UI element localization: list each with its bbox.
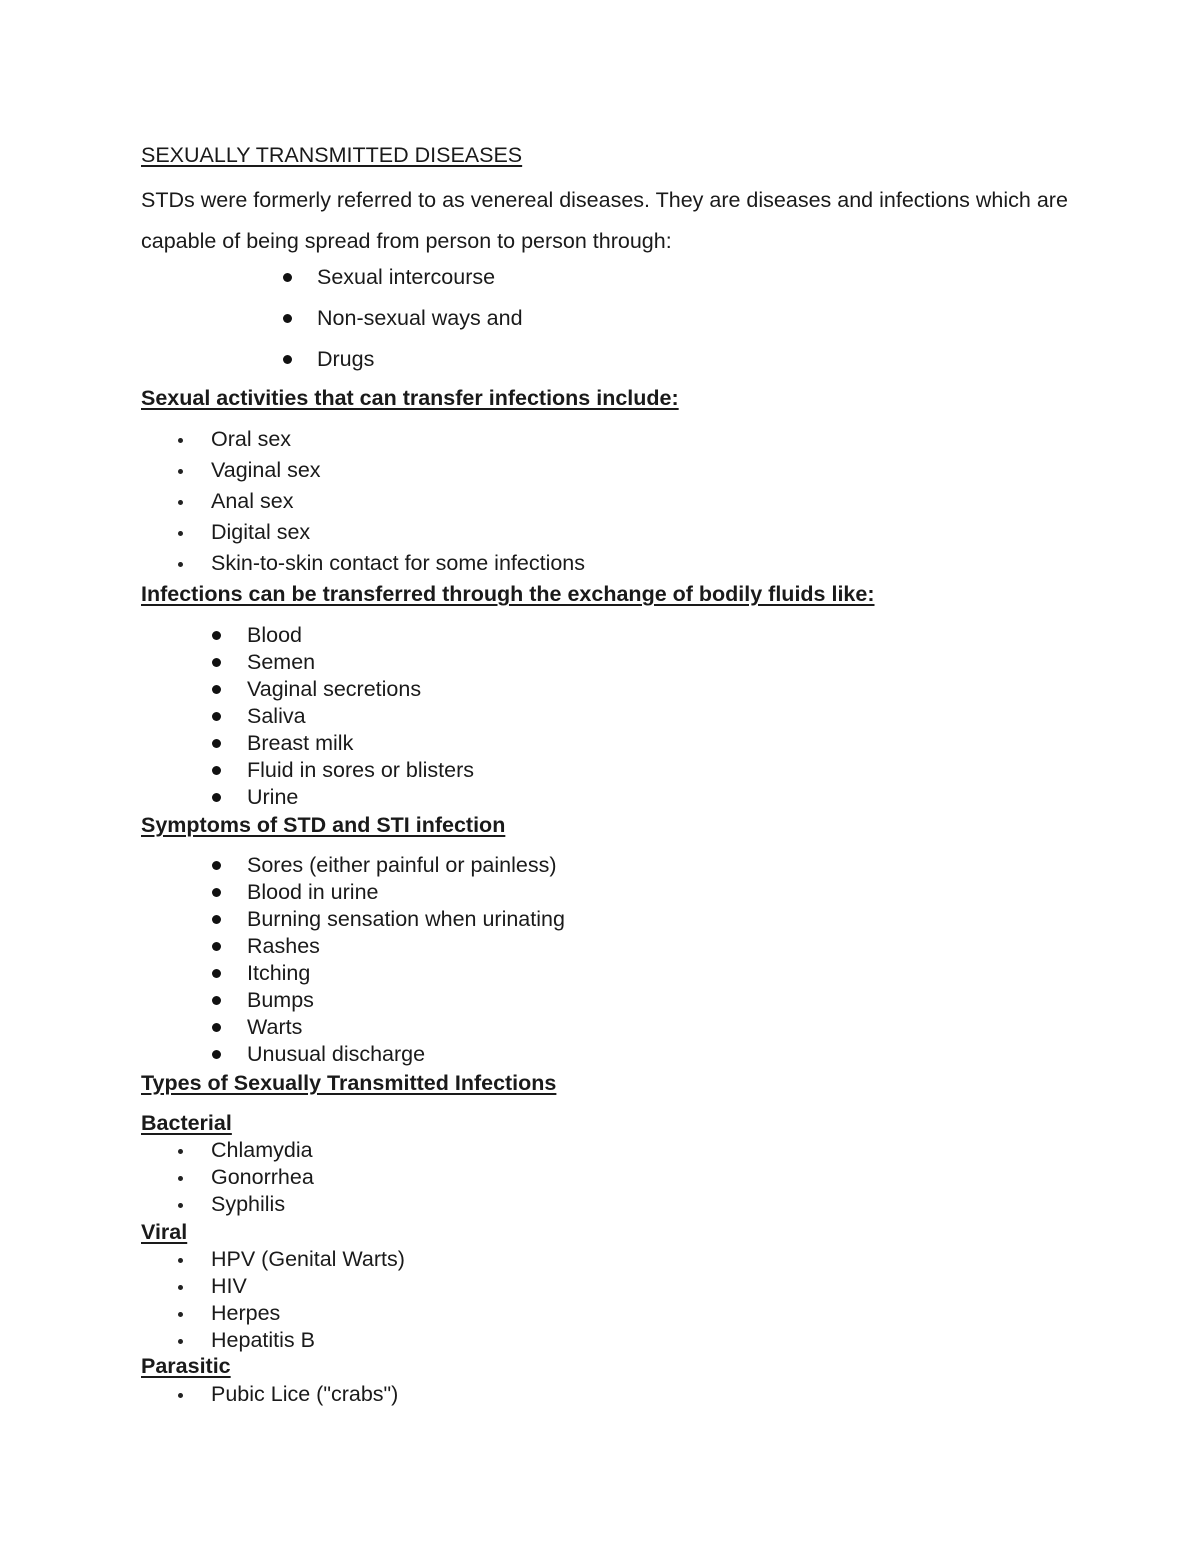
bullet-icon [212,915,221,924]
activities-list [176,424,585,579]
list-item: Unusual discharge [212,1041,565,1068]
intro-paragraph: STDs were formerly referred to as venereal diseases. They are diseases and infections which are capable of being spread from person to person through: [141,188,1068,253]
list-item: Bumps [212,987,565,1014]
bullet-icon [178,1339,183,1344]
bullet-icon [178,469,183,474]
list-item: Blood in urine [212,879,565,906]
bullet-icon [283,314,292,323]
list-item: Itching [212,960,565,987]
types-heading: Types of Sexually Transmitted Infections [141,1071,557,1095]
bullet-icon [212,969,221,978]
bullet-icon [212,793,221,802]
list-item: Saliva [212,703,474,730]
bullet-icon [212,888,221,897]
list-item: Burning sensation when urinating [212,906,565,933]
bullet-icon [212,766,221,775]
activities-heading: Sexual activities that can transfer infections include: [141,386,679,410]
list-item: Blood [212,622,474,649]
bullet-icon [178,1149,183,1154]
bullet-icon [212,685,221,694]
list-item: Digital sex [176,517,585,548]
list-item: HIV [176,1273,405,1300]
bullet-icon [178,562,183,567]
list-item: Semen [212,649,474,676]
bullet-icon [212,658,221,667]
bullet-icon [212,1023,221,1032]
list-item: Oral sex [176,424,585,455]
bullet-icon [212,1050,221,1059]
spread-ways-list [282,257,523,380]
bullet-icon [178,438,183,443]
fluids-list [212,622,474,811]
list-item: Syphilis [176,1191,314,1218]
list-item: Drugs [282,339,523,380]
list-item: Non-sexual ways and [282,298,523,339]
bacterial-list [176,1137,314,1218]
list-item: Vaginal secretions [212,676,474,703]
bullet-icon [178,1258,183,1263]
list-item: Herpes [176,1300,405,1327]
list-item: Anal sex [176,486,585,517]
list-item: Urine [212,784,474,811]
list-item: HPV (Genital Warts) [176,1246,405,1273]
bullet-icon [212,712,221,721]
list-item: Chlamydia [176,1137,314,1164]
bullet-icon [178,531,183,536]
list-item: Fluid in sores or blisters [212,757,474,784]
bullet-icon [283,273,292,282]
list-item: Sexual intercourse [282,257,523,298]
list-item: Rashes [212,933,565,960]
bullet-icon [283,355,292,364]
parasitic-heading: Parasitic [141,1354,231,1378]
viral-list [176,1246,405,1354]
bullet-icon [178,1203,183,1208]
bacterial-heading: Bacterial [141,1111,232,1135]
fluids-heading: Infections can be transferred through the exchange of bodily fluids like: [141,582,875,606]
list-item: Pubic Lice ("crabs") [176,1381,398,1408]
document-title: SEXUALLY TRANSMITTED DISEASES [141,143,523,167]
bullet-icon [178,1393,183,1398]
bullet-icon [178,1285,183,1290]
list-item: Vaginal sex [176,455,585,486]
viral-heading: Viral [141,1220,188,1244]
parasitic-list [176,1381,398,1408]
list-item: Warts [212,1014,565,1041]
list-item: Skin-to-skin contact for some infections [176,548,585,579]
bullet-icon [212,861,221,870]
bullet-icon [212,996,221,1005]
list-item: Sores (either painful or painless) [212,852,565,879]
list-item: Breast milk [212,730,474,757]
bullet-icon [178,1312,183,1317]
bullet-icon [212,631,221,640]
bullet-icon [212,942,221,951]
list-item: Hepatitis B [176,1327,405,1354]
symptoms-list [212,852,565,1068]
bullet-icon [212,739,221,748]
list-item: Gonorrhea [176,1164,314,1191]
symptoms-heading: Symptoms of STD and STI infection [141,813,506,837]
bullet-icon [178,1176,183,1181]
bullet-icon [178,500,183,505]
